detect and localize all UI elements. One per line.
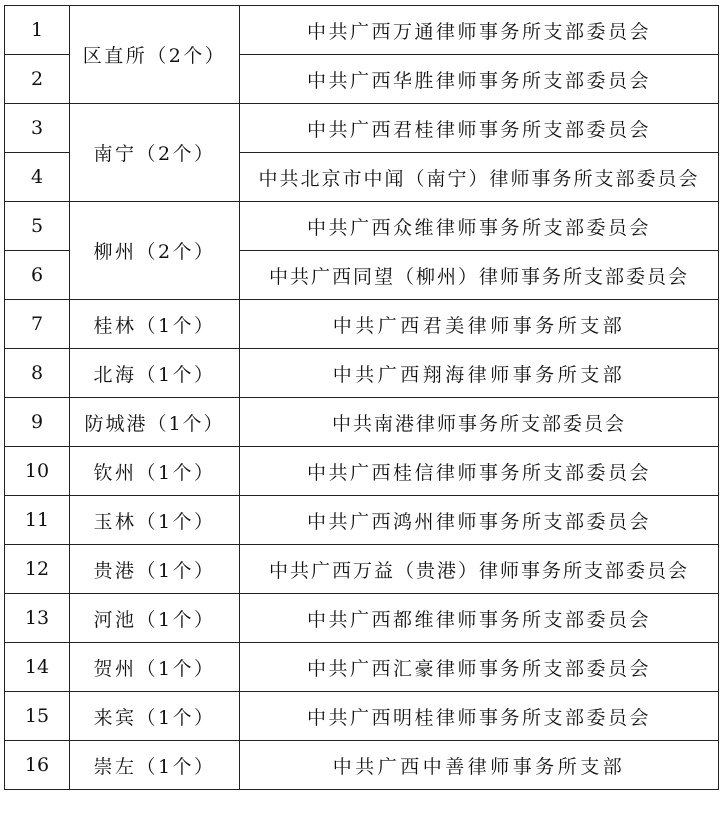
table-row [5,741,719,790]
branch-name: 中共广西万通律师事务所支部委员会 [240,6,719,55]
table-row [5,545,719,594]
row-number: 5 [5,202,70,251]
branch-name: 中共广西都维律师事务所支部委员会 [240,594,719,643]
branch-name: 中共广西桂信律师事务所支部委员会 [240,447,719,496]
branch-name: 中共广西汇豪律师事务所支部委员会 [240,643,719,692]
branch-name: 中共广西同望（柳州）律师事务所支部委员会 [240,251,719,300]
row-number: 7 [5,300,70,349]
region-cell: 柳州（2个） [70,202,240,300]
region-cell: 贵港（1个） [70,545,240,594]
row-number: 11 [5,496,70,545]
table-row [5,643,719,692]
branch-name: 中共广西翔海律师事务所支部 [240,349,719,398]
table-row [5,300,719,349]
table-row [5,496,719,545]
branch-name: 中共南港律师事务所支部委员会 [240,398,719,447]
party-branch-table [4,5,719,790]
region-cell: 南宁（2个） [70,104,240,202]
table-row [5,594,719,643]
region-cell: 崇左（1个） [70,741,240,790]
branch-name: 中共广西中善律师事务所支部 [240,741,719,790]
table-row [5,6,719,55]
table-row [5,349,719,398]
row-number: 14 [5,643,70,692]
region-cell: 防城港（1个） [70,398,240,447]
branch-name: 中共广西鸿州律师事务所支部委员会 [240,496,719,545]
row-number: 8 [5,349,70,398]
branch-name: 中共广西君美律师事务所支部 [240,300,719,349]
branch-name: 中共广西华胜律师事务所支部委员会 [240,55,719,104]
table-row [5,104,719,153]
region-cell: 贺州（1个） [70,643,240,692]
row-number: 10 [5,447,70,496]
table-row [5,447,719,496]
region-cell: 桂林（1个） [70,300,240,349]
row-number: 6 [5,251,70,300]
row-number: 2 [5,55,70,104]
region-cell: 区直所（2个） [70,6,240,104]
region-cell: 北海（1个） [70,349,240,398]
row-number: 3 [5,104,70,153]
row-number: 16 [5,741,70,790]
table-row [5,202,719,251]
branch-name: 中共北京市中闻（南宁）律师事务所支部委员会 [240,153,719,202]
table-row [5,398,719,447]
row-number: 15 [5,692,70,741]
row-number: 9 [5,398,70,447]
region-cell: 钦州（1个） [70,447,240,496]
region-cell: 来宾（1个） [70,692,240,741]
row-number: 13 [5,594,70,643]
row-number: 12 [5,545,70,594]
region-cell: 玉林（1个） [70,496,240,545]
branch-name: 中共广西明桂律师事务所支部委员会 [240,692,719,741]
table-row [5,692,719,741]
branch-name: 中共广西君桂律师事务所支部委员会 [240,104,719,153]
region-cell: 河池（1个） [70,594,240,643]
row-number: 1 [5,6,70,55]
branch-name: 中共广西万益（贵港）律师事务所支部委员会 [240,545,719,594]
branch-name: 中共广西众维律师事务所支部委员会 [240,202,719,251]
row-number: 4 [5,153,70,202]
